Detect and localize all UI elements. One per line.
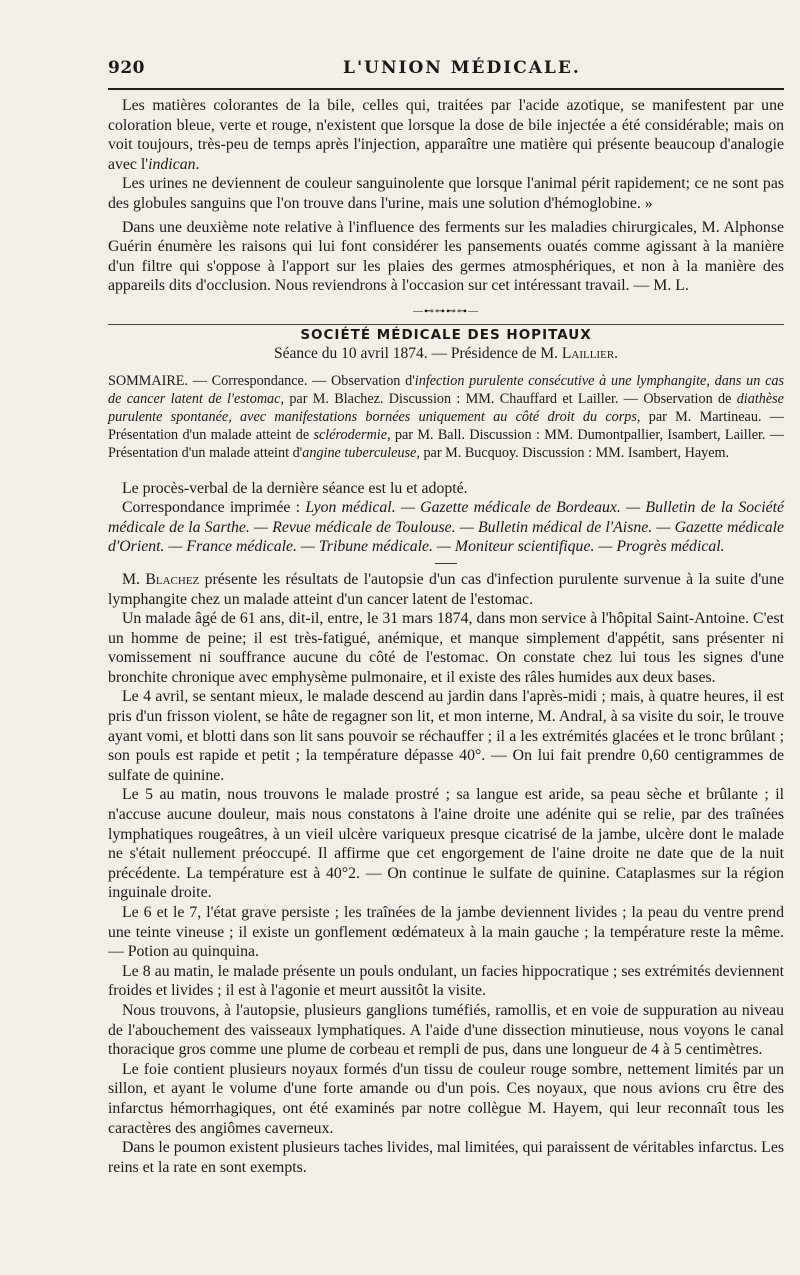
header-rule xyxy=(108,88,784,90)
paragraph-end: . xyxy=(195,155,200,173)
paragraph-liver: Le foie contient plusieurs noyaux formés d'un tissu de couleur rouge sombre, nettement limités par un sillon, et ayant le volume d'une forte amande ou d'un pois. Ces noyaux, que nous avions cru être des infarctus hémorrhagiques, ont été examinés par notre collègue M. Hayem, qui leur reconnaît tous les caractères des angiômes caverneux. xyxy=(108,1060,784,1137)
summary-part: , par M. Bucquoy. Discussion : MM. Isambert, Hayem. xyxy=(416,445,730,462)
correspondence-label: Correspondance imprimée : xyxy=(122,499,306,517)
paragraph-urines: Les urines ne deviennent de couleur sanguinolente que lorsque l'animal périt rapidement; ce ne sont pas des globules sanguins que l'on trouve dans l'urine, mais une solution d'hémoglobine. » xyxy=(108,175,784,212)
page-number: 920 xyxy=(108,58,145,78)
page-body xyxy=(108,96,784,1177)
italic-term: indican xyxy=(148,155,196,173)
summary-italic: angine tuberculeuse xyxy=(302,445,417,462)
summary-part: , par M. Ball. Discussion : MM. Dumontpallier, Isambert, Lailler. — Présentation d'un malade atteint d' xyxy=(108,427,785,462)
summary-label: SOMMAIRE. xyxy=(108,372,189,389)
president-name: Laillier xyxy=(561,344,615,362)
running-header xyxy=(108,58,774,80)
paragraph-correspondence xyxy=(108,498,784,557)
summary-part: , par M. Martineau. — Présentation d'un malade atteint de xyxy=(108,408,784,444)
spacer xyxy=(108,463,784,479)
paragraph-autopsy: Nous trouvons, à l'autopsie, plusieurs ganglions tuméfiés, ramollis, et en voie de suppuration au niveau de l'abouchement des vaisseaux lymphatiques. A l'aide d'une dissection minutieuse, nous voyons le canal thoracique gros comme une plume de corbeau et rempli de pus, dans une longueur de 4 à 5 centimètres. xyxy=(108,1001,784,1059)
session-line xyxy=(108,344,784,364)
correspondence-list: Lyon médical. — Gazette médicale de Bordeaux. — Bulletin de la Société médicale de la Sarthe. — Revue médicale de Toulouse. — Bulletin médical de l'Aisne. — Gazette médicale d'Orient. — France médicale. — Tribune médicale. — Moniteur scientifique. — Progrès médical. xyxy=(108,499,784,556)
short-rule xyxy=(435,563,457,564)
summary-italic: infection purulente consécutive à une lymphangite, dans un cas de cancer latent de l'estomac xyxy=(108,372,784,407)
speaker-name: M. Blachez xyxy=(122,570,200,588)
session-end: . xyxy=(614,344,619,362)
journal-title: L'UNION MÉDICALE. xyxy=(343,58,581,78)
paragraph-report-intro xyxy=(108,570,784,609)
summary-text xyxy=(108,372,784,463)
paragraph-ferments: Dans une deuxième note relative à l'influence des ferments sur les maladies chirurgicales, M. Alphonse Guérin énumère les raisons qui lui font considérer les pansements ouatés comme agissant à la manière d'un filtre qui s'oppose à l'apport sur les plaies des germes atmosphériques, et non à la manière des appareils dits d'occlusion. Nous reviendrons à l'occasion sur cet intéressant travail. — M. L. xyxy=(108,218,784,295)
paragraph-april-5: Le 5 au matin, nous trouvons le malade prostré ; sa langue est aride, sa peau sèche et brûlante ; il n'accuse aucune douleur, mais nous constatons à l'aine droite une adénite qui se relie, par des traînées lymphatiques rougeâtres, à un vieil ulcère variqueux presque cicatrisé de la jambe, ulcère dont le malade ne s'était nullement préoccupé. Il affirme que cet engorgement de l'aine droite ne date que de la nuit précédente. La température est à 40°2. — On continue le sulfate de quinine. Cataplasmes sur la région inguinale droite. xyxy=(108,786,784,902)
paragraph-minutes: Le procès-verbal de la dernière séance est lu et adopté. xyxy=(122,479,468,497)
paragraph-text: Les matières colorantes de la bile, celles qui, traitées par l'acide azotique, se manifestent par une coloration bleue, verte et rouge, n'existent que lorsque la dose de bile injectée a été considérable; mais on voit toujours, très-peu de temps après l'injection, apparaître une matière qui présente beaucoup d'analogie avec l' xyxy=(108,97,784,173)
summary-part: — Correspondance. — Observation d' xyxy=(188,372,415,389)
summary-block xyxy=(108,372,784,463)
paragraph-case: Un malade âgé de 61 ans, dit-il, entre, le 31 mars 1874, dans mon service à l'hôpital Saint-Antoine. C'est un homme de peine; il est très-fatigué, anémique, et manque simplement d'appétit, sans présenter ni vomissement ni souffrance aucune du côté de l'estomac. On constate chez lui tous les signes d'une bronchite chronique avec emphysème pulmonaire, et il existe des râles humides aux deux bases. xyxy=(108,610,784,686)
section-rule xyxy=(108,324,784,325)
summary-italic: diathèse purulente spontanée, avec manifestations bornées uniquement au côté droit du corps xyxy=(108,390,784,425)
paragraph-april-8: Le 8 au matin, le malade présente un pouls ondulant, un facies hippocratique ; ses extrémités deviennent froides et livides ; il est à l'agonie et meurt aussitôt la visite. xyxy=(108,962,784,1000)
paragraph-lung: Dans le poumon existent plusieurs taches livides, mal limitées, qui paraissent de véritables infarctus. Les reins et la rate en sont exempts. xyxy=(108,1139,784,1176)
paragraph-bile xyxy=(108,96,784,174)
paragraph-april-6-7: Le 6 et le 7, l'état grave persiste ; les traînées de la jambe deviennent livides ; la peau du ventre prend une teinte vineuse ; il existe un gonflement œdémateux à la main gauche ; la température reste la même. — Potion au quinquina. xyxy=(108,904,784,961)
session-text: Séance du 10 avril 1874. — Présidence de M. xyxy=(273,344,562,362)
section-title: SOCIÉTÉ MÉDICALE DES HOPITAUX xyxy=(300,326,592,343)
paragraph-text: présente les résultats de l'autopsie d'un cas d'infection purulente survenue à la suite d'une lymphangite chez un malade atteint d'un cancer latent de l'estomac. xyxy=(108,570,784,608)
summary-italic: sclérodermie xyxy=(313,427,387,444)
ornament-divider: —⊷⊶⊷⊶— xyxy=(413,305,479,317)
paragraph-april-4: Le 4 avril, se sentant mieux, le malade descend au jardin dans l'après-midi ; mais, à quatre heures, il est pris d'un frisson violent, se hâte de regagner son lit, et mon interne, M. Andral, à sa visite du soir, le trouve ayant vomi, et blotti dans son lit sans pouvoir se réchauffer ; il a les extrémités glacées et le tronc brûlant ; son pouls est rapide et petit ; la température dépasse 40°. — On lui fait prendre 0,60 centigrammes de sulfate de quinine. xyxy=(108,688,784,784)
summary-part: , par M. Blachez. Discussion : MM. Chauffard et Lailler. — Observation de xyxy=(280,390,737,407)
